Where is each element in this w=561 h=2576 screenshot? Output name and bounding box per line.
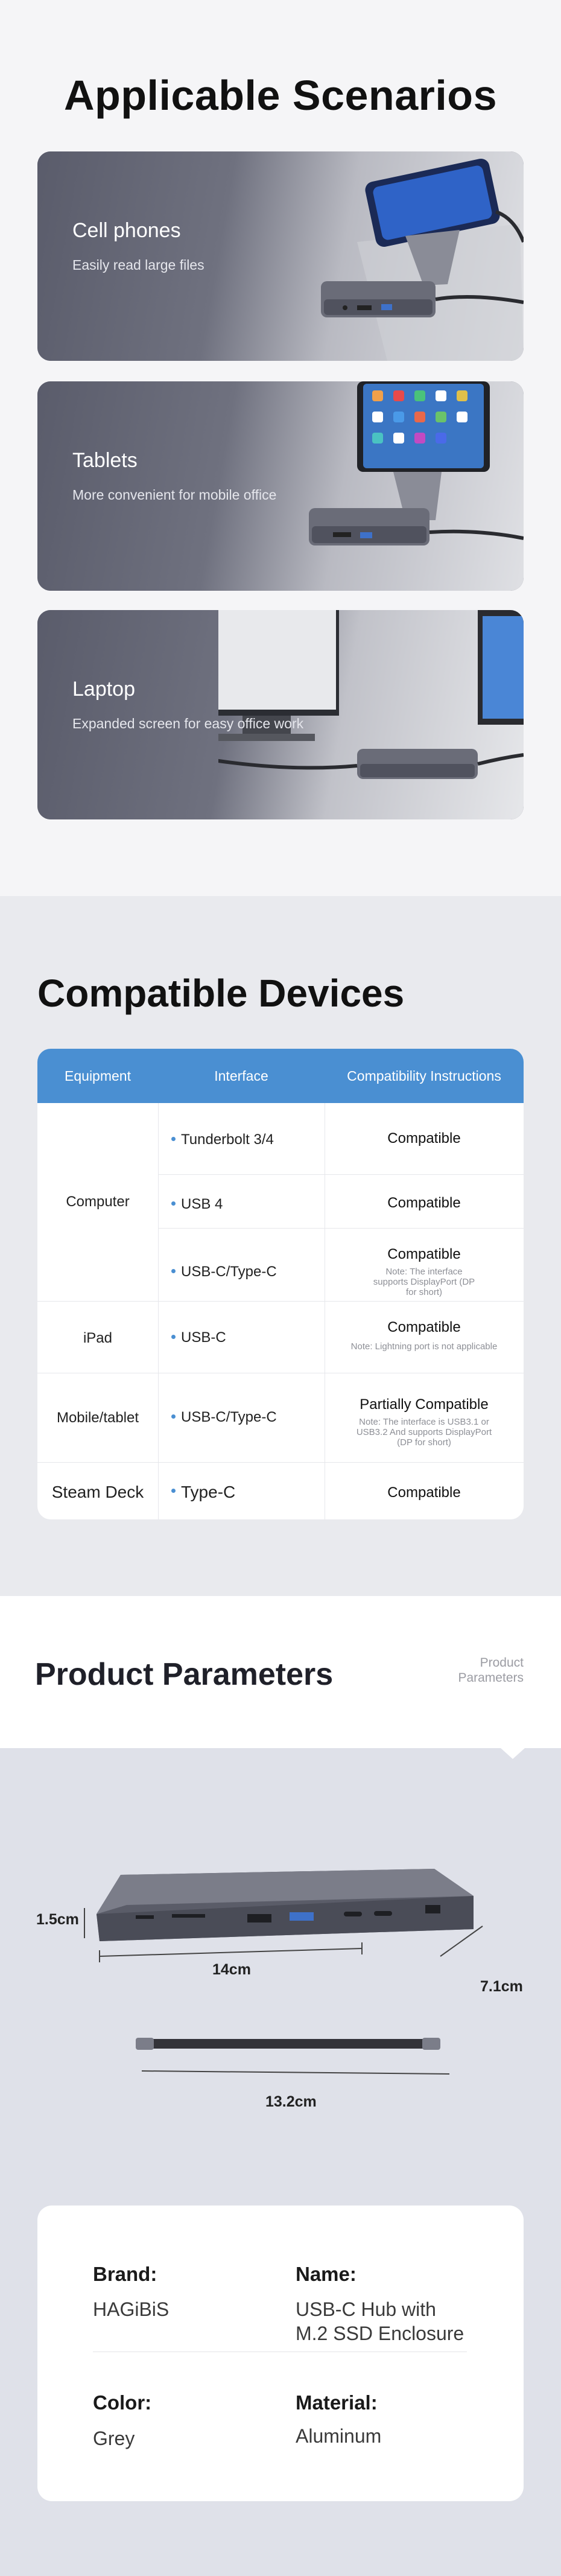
params-side-label-line: Parameters <box>458 1671 524 1685</box>
params-title: Product Parameters <box>35 1657 334 1692</box>
table-header <box>37 1049 524 1103</box>
scenario-card-subtitle: More convenient for mobile office <box>72 487 277 503</box>
compat-note: Note: The interface is USB3.1 or USB3.2 And supports DisplayPort (DP for short) <box>356 1417 492 1448</box>
phone-hub-illustration <box>267 151 524 361</box>
scenario-card-title: Cell phones <box>72 219 181 242</box>
compat-status: Compatible <box>387 1246 461 1262</box>
compat-title: Compatible Devices <box>37 972 405 1015</box>
equipment-cell: Steam Deck <box>51 1483 144 1501</box>
parameters-section <box>0 1748 561 2576</box>
divider <box>158 1103 159 1519</box>
scenario-card-title: Tablets <box>72 449 138 472</box>
name-value-line: M.2 SSD Enclosure <box>296 2323 464 2344</box>
interface-cell: USB-C <box>181 1329 226 1346</box>
name-label: Name: <box>296 2263 357 2285</box>
compat-status: Partially Compatible <box>360 1396 489 1413</box>
compatibility-table <box>37 1049 524 1519</box>
scenarios-title: Applicable Scenarios <box>63 72 498 119</box>
bullet-icon <box>171 1489 176 1493</box>
name-value-line: USB-C Hub with <box>296 2298 436 2320</box>
params-side-label <box>458 1655 524 1685</box>
interface-cell: Type-C <box>181 1483 236 1501</box>
equipment-cell: Computer <box>66 1194 130 1210</box>
params-side-label-line: Product <box>480 1656 524 1670</box>
bullet-icon <box>171 1201 176 1206</box>
specs-card <box>37 2206 524 2501</box>
header-interface: Interface <box>214 1068 268 1084</box>
scenario-card-subtitle: Expanded screen for easy office work <box>72 716 304 731</box>
divider <box>37 1462 524 1463</box>
dim-length: 14cm <box>212 1961 251 1978</box>
pointer-notch <box>0 1748 561 1763</box>
interface-cell: Tunderbolt 3/4 <box>181 1131 274 1148</box>
laptop-hub-illustration <box>218 610 524 819</box>
compat-note: Note: Lightning port is not applicable <box>350 1341 498 1352</box>
compatible-devices-section <box>0 896 561 1596</box>
compat-status: Compatible <box>387 1484 461 1501</box>
compat-note: Note: The interface supports DisplayPort (DP for short) <box>373 1267 475 1297</box>
material-value: Aluminum <box>296 2425 382 2447</box>
bullet-icon <box>171 1269 176 1273</box>
scenario-card-laptop <box>37 610 524 819</box>
header-compatibility: Compatibility Instructions <box>347 1068 501 1084</box>
compat-status: Compatible <box>387 1319 461 1335</box>
brand-value: HAGiBiS <box>93 2298 170 2320</box>
scenarios-section <box>0 0 561 896</box>
interface-cell: USB 4 <box>181 1196 223 1212</box>
header-equipment: Equipment <box>65 1068 131 1084</box>
color-label: Color: <box>93 2391 152 2414</box>
material-label: Material: <box>296 2391 378 2414</box>
compat-status: Compatible <box>387 1130 461 1146</box>
dim-cable: 13.2cm <box>265 2093 317 2110</box>
equipment-cell: Mobile/tablet <box>56 1410 139 1426</box>
divider <box>158 1228 524 1229</box>
interface-cell: USB-C/Type-C <box>181 1409 277 1425</box>
divider <box>37 1301 524 1302</box>
divider <box>158 1174 524 1175</box>
compat-status: Compatible <box>387 1195 461 1211</box>
bullet-icon <box>171 1414 176 1419</box>
bullet-icon <box>171 1137 176 1141</box>
tablet-hub-illustration <box>236 381 524 591</box>
dim-depth: 7.1cm <box>480 1978 523 1995</box>
equipment-cell: iPad <box>83 1330 113 1346</box>
scenario-card-subtitle: Easily read large files <box>72 257 204 273</box>
brand-label: Brand: <box>93 2263 157 2285</box>
product-illustration <box>0 1845 561 2086</box>
parameters-header-section <box>0 1596 561 1748</box>
dim-height: 1.5cm <box>36 1911 79 1928</box>
name-value <box>296 2297 464 2345</box>
scenario-card-title: Laptop <box>72 678 135 701</box>
scenario-card-tablets <box>37 381 524 591</box>
scenario-card-phones <box>37 151 524 361</box>
color-value: Grey <box>93 2428 135 2449</box>
bullet-icon <box>171 1335 176 1339</box>
interface-cell: USB-C/Type-C <box>181 1264 277 1280</box>
